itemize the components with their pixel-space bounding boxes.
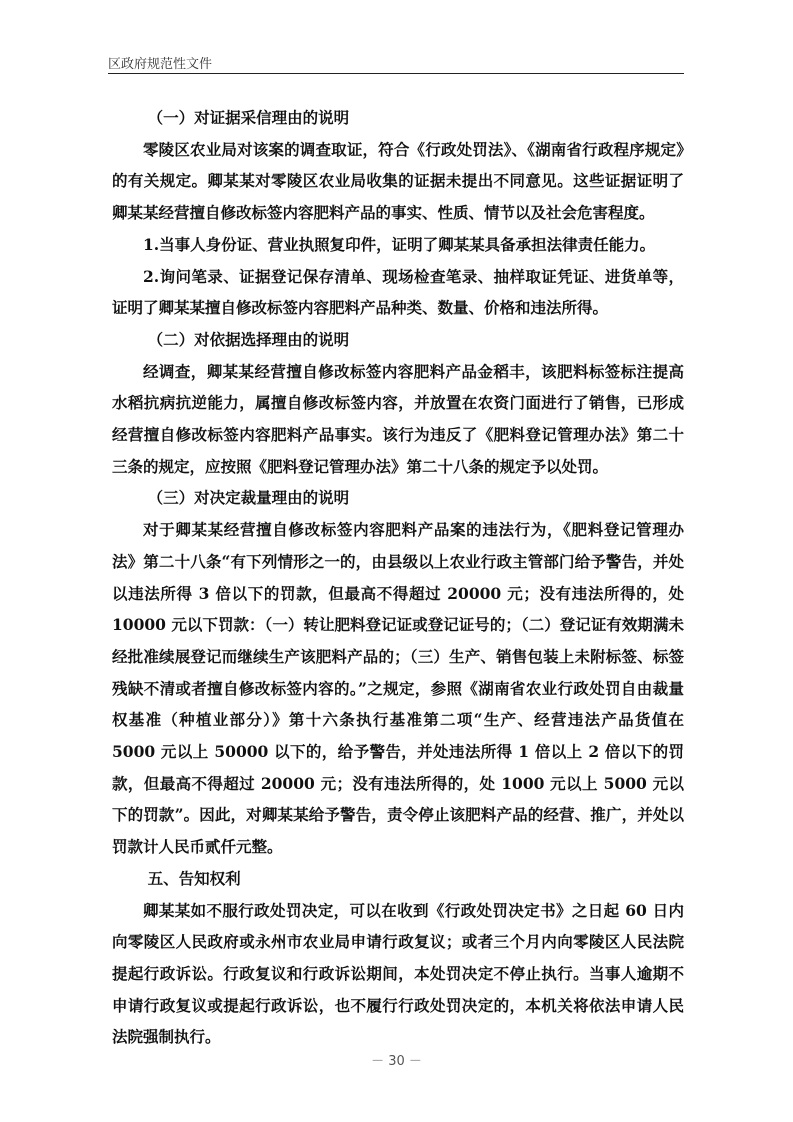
paragraph: 零陵区农业局对该案的调查取证，符合《行政处罚法》、《湖南省行政程序规定》的有关规定。卿某某对零陵区农业局收集的证据未提出不同意见。这些证据证明了卿某某经营擅自修改标签内容肥料产品的事实、性质、情节以及社会危害程度。 <box>112 139 684 223</box>
section-heading-discretion: （三）对决定裁量理由的说明 <box>147 488 350 508</box>
document-body <box>112 102 684 1053</box>
paragraph: 对于卿某某经营擅自修改标签内容肥料产品案的违法行为，《肥料登记管理办法》第二十八条“有下列情形之一的，由县级以上农业行政主管部门给予警告，并处以违法所得 3 倍以下的罚款，但最高不得超过 20000 元；没有违法所得的，处 10000 元以下罚款：（一）转让肥料登记证或登记证号的；（二）登记证有效期满未经批准续展登记而继续生产该肥料产品的；（三）生产、销售包装上未附标签、标签残缺不清或者擅自修改标签内容的。”之规定，参照《湖南省农业行政处罚自由裁量权基准（种植业部分）》第十六条执行基准第二项“生产、经营违法产品货值在 5000 元以上 50000 以下的，给予警告，并处违法所得 1 倍以上 2 倍以下的罚款，但最高不得超过 20000 元；没有违法所得的，处 1000 元以上 5000 元以下的罚款”。因此，对卿某某给予警告，责令停止该肥料产品的经营、推广，并处以罚款计人民币贰仟元整。 <box>112 520 684 857</box>
page-number: － 30 － <box>371 1054 422 1069</box>
section-heading-evidence: （一）对证据采信理由的说明 <box>147 108 350 127</box>
paragraph: 1.当事人身份证、营业执照复印件，证明了卿某某具备承担法律责任能力。 <box>143 234 656 254</box>
paragraph: 2.询问笔录、证据登记保存清单、现场检查笔录、抽样取证凭证、进货单等，证明了卿某某擅自修改标签内容肥料产品种类、数量、价格和违法所得。 <box>112 266 684 318</box>
header-divider <box>108 73 684 74</box>
document-header: 区政府规范性文件 <box>108 57 213 72</box>
paragraph: 卿某某如不服行政处罚决定，可以在收到《行政处罚决定书》之日起 60 日内向零陵区人民政府或永州市农业局申请行政复议；或者三个月内向零陵区人民法院提起行政诉讼。行政复议和行政诉讼期间，本处罚决定不停止执行。当事人逾期不申请行政复议或提起行政诉讼，也不履行行政处罚决定的，本机关将依法申请人民法院强制执行。 <box>112 900 684 1047</box>
section-heading-basis: （二）对依据选择理由的说明 <box>147 329 350 349</box>
section-heading-rights: 五、告知权利 <box>147 868 241 888</box>
paragraph: 经调查，卿某某经营擅自修改标签内容肥料产品金稻丰，该肥料标签标注提高水稻抗病抗逆能力，属擅自修改标签内容，并放置在农资门面进行了销售，已形成经营擅自修改标签内容肥料产品事实。该行为违反了《肥料登记管理办法》第二十三条的规定，应按照《肥料登记管理办法》第二十八条的规定予以处罚。 <box>112 361 684 476</box>
